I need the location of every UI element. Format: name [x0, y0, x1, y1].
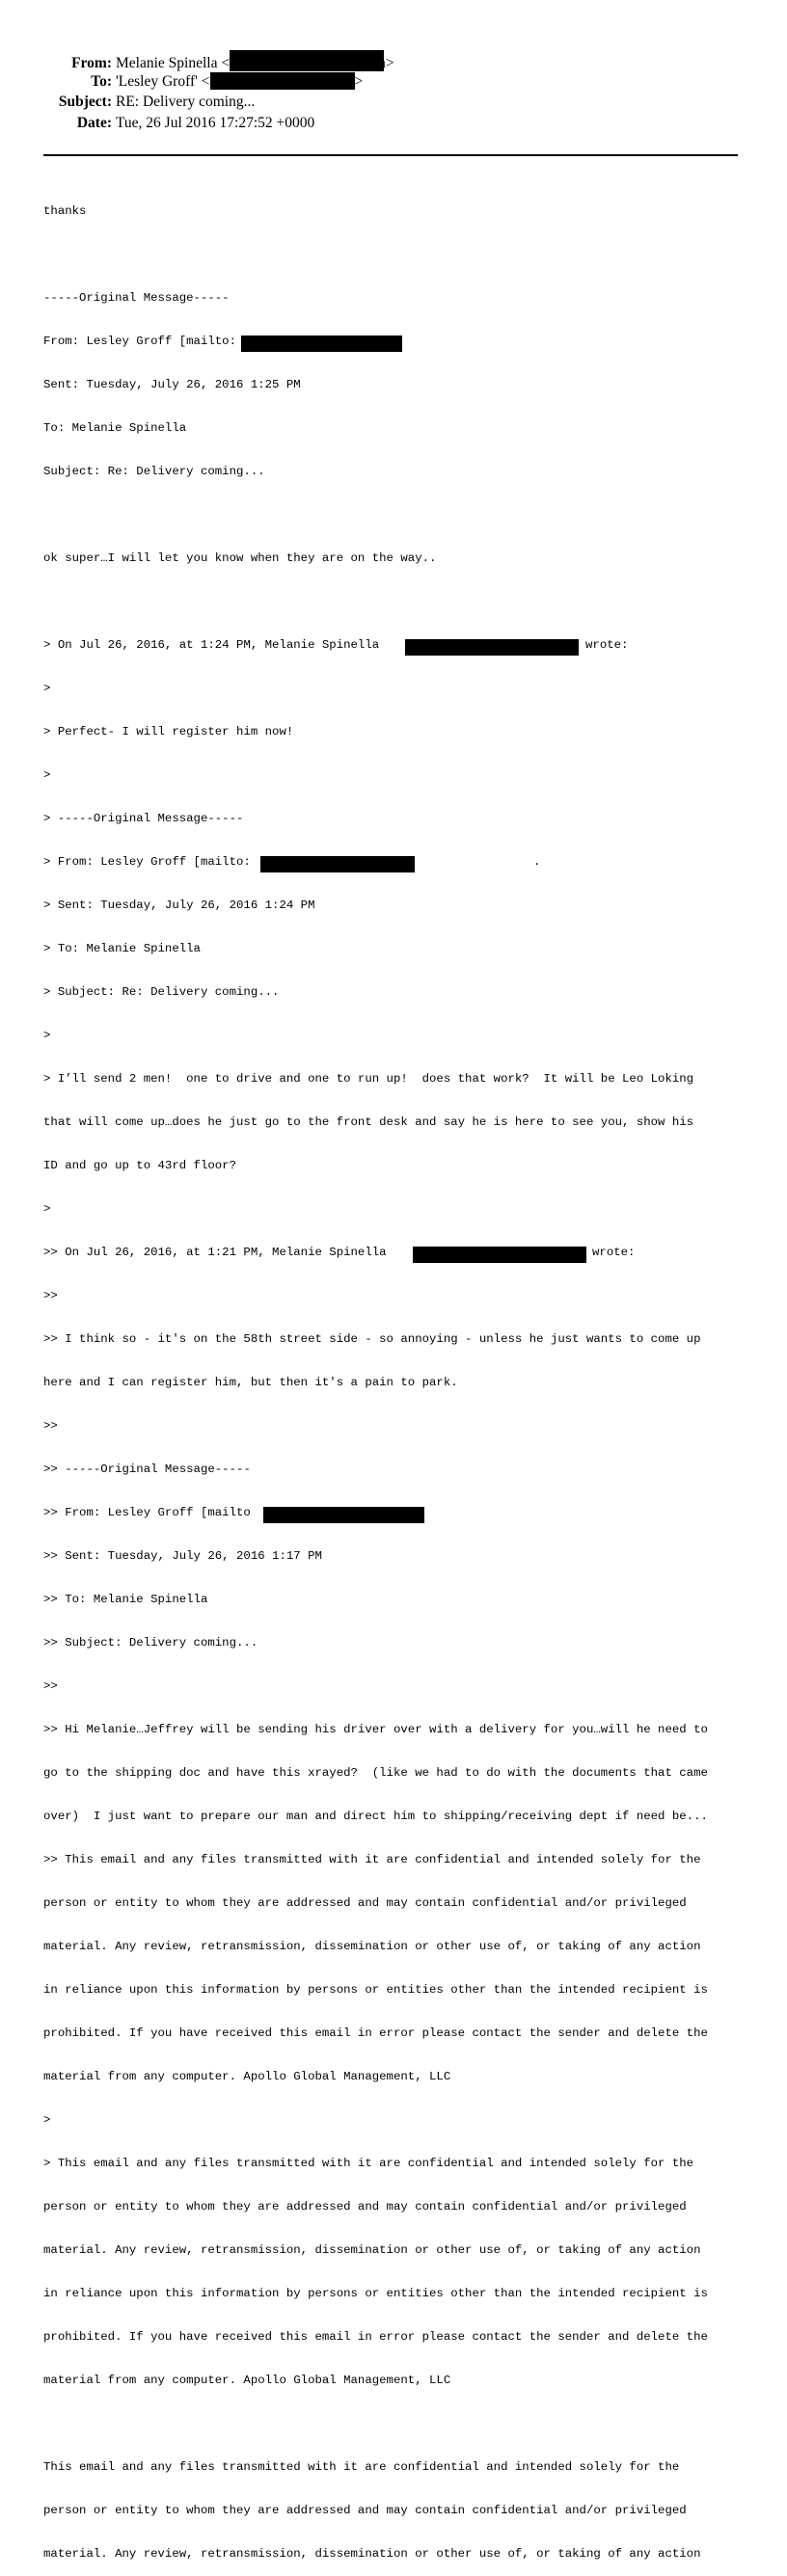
- redaction-box: [263, 1507, 424, 1523]
- body-line: in reliance upon this information by persons or entities other than the intended recipient is: [43, 2287, 708, 2300]
- body-line: >> To: Melanie Spinella: [43, 1593, 208, 1606]
- body-line: >> Hi Melanie…Jeffrey will be sending his driver over with a delivery for you…will he need to: [43, 1723, 708, 1736]
- date-row: [0, 113, 787, 134]
- redaction-box: [241, 335, 402, 352]
- redaction-box: [210, 72, 355, 90]
- from-value: [116, 50, 394, 73]
- body-line: that will come up…does he just go to the front desk and say he is here to see you, show his: [43, 1115, 694, 1129]
- body-line: >> I think so - it's on the 58th street side - so annoying - unless he just wants to come up: [43, 1332, 701, 1346]
- body-line: person or entity to whom they are addressed and may contain confidential and/or privileged: [43, 2504, 687, 2517]
- body-line: >: [43, 2113, 51, 2127]
- from-label: From:: [71, 55, 112, 71]
- body-line: go to the shipping doc and have this xrayed? (like we had to do with the documents that came: [43, 1766, 708, 1780]
- blank-line: [43, 2417, 752, 2431]
- body-line: >> This email and any files transmitted with it are confidential and intended solely for the: [43, 1853, 701, 1866]
- body-line: [43, 855, 752, 870]
- date-label: Date:: [76, 114, 112, 131]
- subject-value: RE: Delivery coming...: [116, 94, 256, 110]
- from-tail: n>: [378, 55, 394, 71]
- body-text: > From: Lesley Groff [mailto:: [43, 855, 251, 869]
- date-value: Tue, 26 Jul 2016 17:27:52 +0000: [116, 114, 315, 131]
- body-line: [43, 1506, 752, 1520]
- body-line: > Subject: Re: Delivery coming...: [43, 985, 280, 999]
- body-line: This email and any files transmitted with it are confidential and intended solely for the: [43, 2460, 680, 2474]
- body-line: [43, 638, 752, 653]
- body-line: material from any computer. Apollo Global Management, LLC: [43, 2070, 451, 2083]
- body-line: > To: Melanie Spinella: [43, 942, 201, 955]
- to-name: 'Lesley Groff' <: [116, 72, 210, 90]
- to-row: [0, 71, 787, 93]
- body-line: > I’ll send 2 men! one to drive and one to run up! does that work? It will be Leo Loking: [43, 1072, 694, 1086]
- body-line: Subject: Re: Delivery coming...: [43, 465, 265, 478]
- blank-line: [43, 595, 752, 609]
- body-line: person or entity to whom they are addressed and may contain confidential and/or privileged: [43, 2200, 687, 2214]
- body-line: >: [43, 768, 51, 782]
- body-line: prohibited. If you have received this email in error please contact the sender and delete the: [43, 2026, 708, 2040]
- body-line: thanks: [43, 204, 87, 218]
- body-line: >>: [43, 1289, 58, 1302]
- body-line: >> Subject: Delivery coming...: [43, 1636, 258, 1650]
- body-line: material. Any review, retransmission, dissemination or other use of, or taking of any action: [43, 1940, 701, 1953]
- to-label: To:: [91, 72, 112, 90]
- body-line: ID and go up to 43rd floor?: [43, 1159, 237, 1172]
- body-line: material. Any review, retransmission, dissemination or other use of, or taking of any action: [43, 2243, 701, 2257]
- body-line: >>: [43, 1679, 58, 1693]
- from-row: [0, 50, 787, 71]
- body-line: ok super…I will let you know when they are on the way..: [43, 551, 437, 565]
- body-line: -----Original Message-----: [43, 291, 230, 305]
- body-line: material. Any review, retransmission, dissemination or other use of, or taking of any action: [43, 2547, 701, 2561]
- body-line: >: [43, 682, 51, 695]
- body-line: prohibited. If you have received this email in error please contact the sender and delete the: [43, 2330, 708, 2344]
- email-body: [43, 175, 752, 2576]
- redaction-box: [230, 50, 384, 71]
- body-line: [43, 335, 752, 349]
- body-text: > On Jul 26, 2016, at 1:24 PM, Melanie Spinella: [43, 638, 380, 652]
- from-name: Melanie Spinella <: [116, 55, 231, 71]
- body-text: .: [533, 855, 541, 869]
- blank-line: [43, 508, 752, 523]
- body-text: wrote:: [592, 1246, 636, 1259]
- body-line: > -----Original Message-----: [43, 812, 244, 825]
- blank-line: [43, 248, 752, 262]
- redaction-box: [413, 1247, 586, 1263]
- subject-label: Subject:: [58, 94, 112, 110]
- body-line: > Perfect- I will register him now!: [43, 725, 294, 738]
- body-line: >: [43, 1202, 51, 1216]
- body-line: here and I can register him, but then it's a pain to park.: [43, 1376, 458, 1389]
- body-line: >> Sent: Tuesday, July 26, 2016 1:17 PM: [43, 1549, 322, 1563]
- body-line: material from any computer. Apollo Global Management, LLC: [43, 2374, 451, 2387]
- email-header: [0, 50, 787, 133]
- body-text: >> From: Lesley Groff [mailto: [43, 1506, 251, 1519]
- redaction-box: [405, 639, 579, 656]
- to-tail: >: [354, 72, 364, 90]
- header-divider: [43, 154, 738, 156]
- body-text: >> On Jul 26, 2016, at 1:21 PM, Melanie Spinella: [43, 1246, 387, 1259]
- body-line: >> -----Original Message-----: [43, 1462, 251, 1476]
- body-line: [43, 1246, 752, 1260]
- body-text: From: Lesley Groff [mailto:: [43, 335, 237, 348]
- subject-row: [0, 92, 787, 113]
- body-line: > This email and any files transmitted with it are confidential and intended solely for the: [43, 2157, 694, 2170]
- redaction-box: [260, 856, 415, 872]
- body-line: >>: [43, 1419, 58, 1433]
- body-line: > Sent: Tuesday, July 26, 2016 1:24 PM: [43, 899, 315, 912]
- body-line: Sent: Tuesday, July 26, 2016 1:25 PM: [43, 378, 301, 391]
- body-line: over) I just want to prepare our man and direct him to shipping/receiving dept if need be...: [43, 1810, 708, 1823]
- body-line: in reliance upon this information by persons or entities other than the intended recipient is: [43, 1983, 708, 1997]
- body-text: wrote:: [585, 638, 629, 652]
- body-line: To: Melanie Spinella: [43, 421, 187, 435]
- to-value: [116, 71, 363, 92]
- body-line: >: [43, 1029, 51, 1042]
- body-line: person or entity to whom they are addressed and may contain confidential and/or privileged: [43, 1896, 687, 1910]
